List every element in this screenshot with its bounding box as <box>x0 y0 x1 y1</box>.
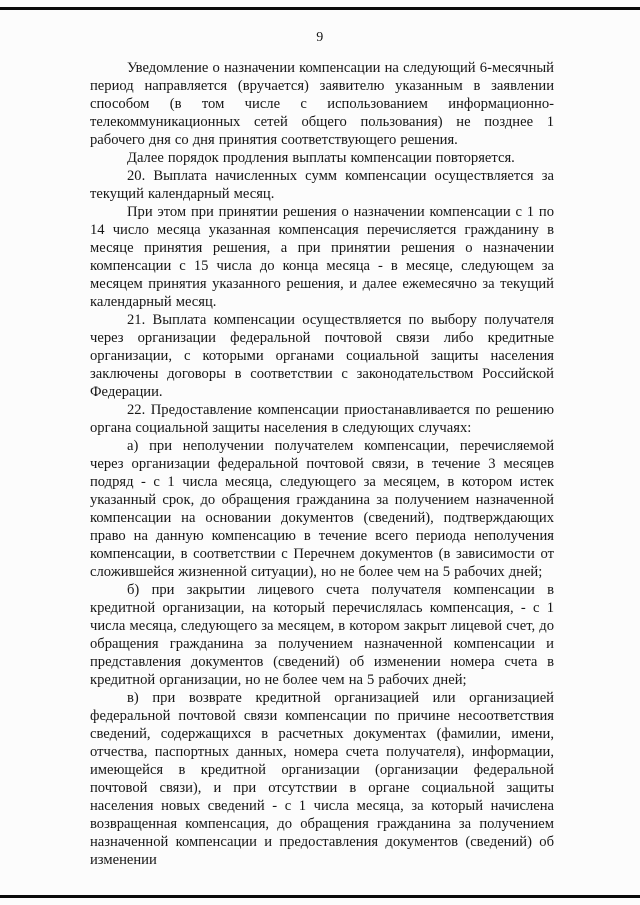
page-bottom-border <box>0 895 640 898</box>
paragraph-item-22-a: а) при неполучении получателем компенсации, перечисляемой через организации федеральной почтовой связи, в течение 3 месяцев подряд - с 1 числа месяца, следующего за месяцем, в котором истек указанный срок, до обращения гражданина за получением назначенной компенсации на основании документов (сведений), подтверждающих право на данную компенсацию в течение всего периода неполучения компенсации, в соответствии с Перечнем документов (в зависимости от сложившейся жизненной ситуации), но не более чем на 5 рабочих дней; <box>90 438 554 580</box>
paragraph-notification: Уведомление о назначении компенсации на следующий 6-месячный период направляется (вручается) заявителю указанным в заявлении способом (в том числе с использованием информационно-телекоммуникационных сетей общего пользования) не позднее 1 рабочего дня со дня принятия соответствующего решения. <box>90 60 554 148</box>
paragraph-item-20-detail: При этом при принятии решения о назначении компенсации с 1 по 14 число месяца указанная компенсация перечисляется гражданину в месяце принятия решения, а при принятии решения о назначении компенсации с 15 числа до конца месяца - в месяце, следующем за месяцем принятия указанного решения, и далее ежемесячно за текущий календарный месяц. <box>90 204 554 310</box>
document-body <box>90 59 554 869</box>
paragraph-repeat-order: Далее порядок продления выплаты компенсации повторяется. <box>127 150 515 166</box>
paragraph-item-22: 22. Предоставление компенсации приостанавливается по решению органа социальной защиты населения в следующих случаях: <box>90 402 554 436</box>
paragraph-item-22-v: в) при возврате кредитной организацией или организацией федеральной почтовой связи компенсации по причине несоответствия сведений, содержащихся в расчетных документах (фамилии, имени, отчества, паспортных данных, номера счета получателя), информации, имеющейся в кредитной организации (организации федеральной почтовой связи), и при отсутствии в органе социальной защиты населения новых сведений - с 1 числа месяца, за который начислена возвращенная компенсация, до обращения гражданина за получением назначенной компенсации и предоставления документов (сведений) об изменении <box>90 690 554 868</box>
paragraph-item-20: 20. Выплата начисленных сумм компенсации осуществляется за текущий календарный месяц. <box>90 168 554 202</box>
paragraph-item-22-b: б) при закрытии лицевого счета получателя компенсации в кредитной организации, на который перечислялась компенсация, - с 1 числа месяца, следующего за месяцем, в котором закрыт лицевой счет, до обращения гражданина за получением назначенной компенсации и представления документов (сведений) об изменении номера счета в кредитной организации, но не более чем на 5 рабочих дней; <box>90 582 554 688</box>
page-number: 9 <box>316 30 324 45</box>
paragraph-item-21: 21. Выплата компенсации осуществляется по выбору получателя через организации федеральной почтовой связи либо кредитные организации, с которыми органами социальной защиты населения заключены договоры в соответствии с законодательством Российской Федерации. <box>90 312 554 400</box>
page-top-border <box>0 7 640 10</box>
